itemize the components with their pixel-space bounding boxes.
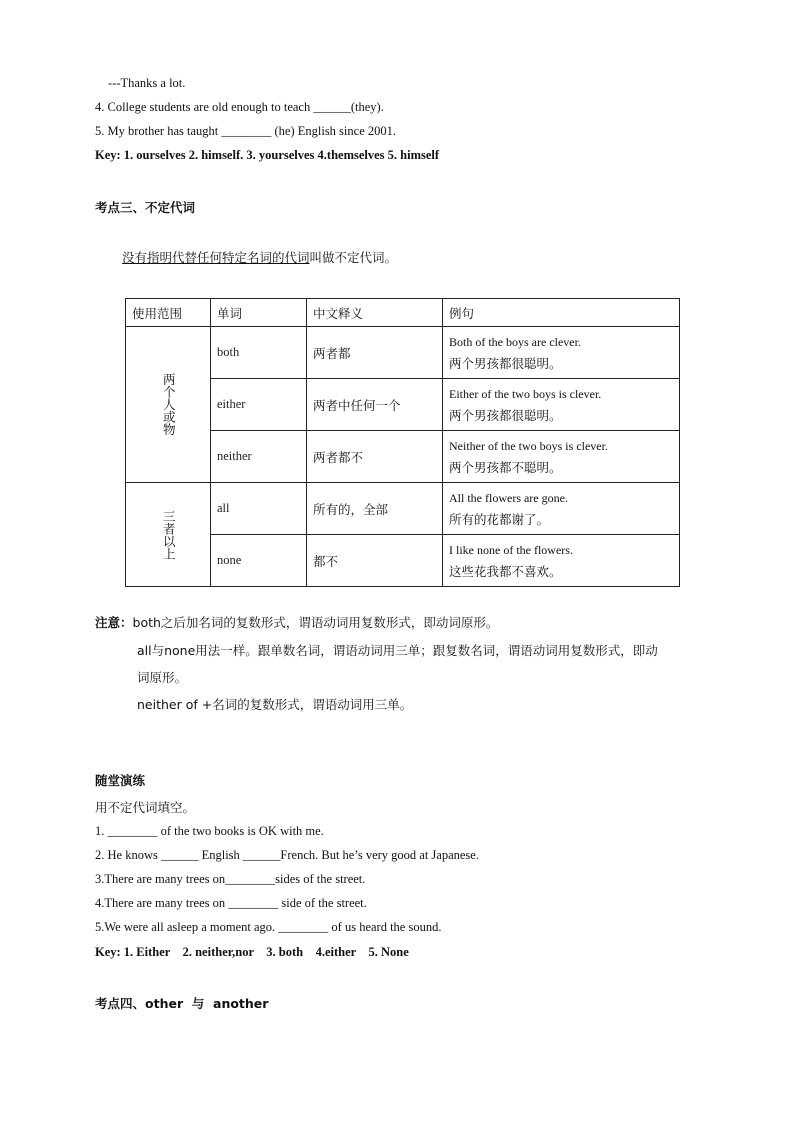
practice-item-2: 2. He knows ______ English ______French. But he’s very good at Japanese.: [95, 848, 479, 862]
example-en: Both of the boys are clever.: [449, 334, 581, 349]
section-title-3: 考点三、不定代词: [95, 200, 196, 215]
note-line-3: neither of +名词的复数形式，谓语动词用三单。: [137, 697, 413, 712]
example-cell: [443, 431, 680, 483]
answer-key-2: Key: 1. Either 2. neither,nor 3. both 4.either 5. None: [95, 945, 409, 959]
practice-item-3: 3.There are many trees on________sides of the street.: [95, 872, 366, 886]
table-header-row: [126, 299, 680, 327]
word-cell: both: [211, 327, 307, 379]
exercise-item-5: 5. My brother has taught ________ (he) English since 2001.: [95, 124, 396, 138]
example-en: Either of the two boys is clever.: [449, 386, 602, 401]
exercise-item-4: 4. College students are old enough to teach ______(they).: [95, 100, 384, 114]
word-cell: neither: [211, 431, 307, 483]
dialog-line: ---Thanks a lot.: [108, 76, 186, 90]
practice-item-5: 5.We were all asleep a moment ago. ________ of us heard the sound.: [95, 920, 442, 934]
table-row: [126, 327, 680, 379]
example-cell: [443, 379, 680, 431]
example-en: All the flowers are gone.: [449, 490, 568, 505]
scope-three: 三者以上: [161, 509, 177, 560]
meaning-cell: 两者中任何一个: [307, 379, 443, 431]
meaning-cell: 两者都不: [307, 431, 443, 483]
example-zh: 两个男孩都很聪明。: [449, 355, 562, 371]
header-meaning: 中文释义: [307, 299, 443, 327]
note-text-1: both之后加名词的复数形式，谓语动词用复数形式，即动词原形。: [132, 615, 499, 630]
definition: [122, 248, 397, 266]
section-title-4: 考点四、other 与 another: [95, 996, 269, 1011]
practice-item-1: 1. ________ of the two books is OK with me.: [95, 824, 324, 838]
indefinite-pronoun-table: [125, 298, 680, 587]
header-word: 单词: [211, 299, 307, 327]
meaning-cell: 两者都: [307, 327, 443, 379]
example-zh: 这些花我都不喜欢。: [449, 563, 562, 579]
note-line-1: [95, 613, 498, 631]
note-line-2-cont: 词原形。: [137, 670, 188, 685]
definition-underlined: 没有指明代替任何特定名词的代词: [122, 250, 310, 265]
answer-key-1: Key: 1. ourselves 2. himself. 3. yourselves 4.themselves 5. himself: [95, 148, 440, 162]
word-cell: all: [211, 483, 307, 535]
example-zh: 两个男孩都不聪明。: [449, 459, 562, 475]
meaning-cell: 都不: [307, 535, 443, 587]
table-row: [126, 483, 680, 535]
example-zh: 两个男孩都很聪明。: [449, 407, 562, 423]
example-en: I like none of the flowers.: [449, 542, 573, 557]
practice-item-4: 4.There are many trees on ________ side of the street.: [95, 896, 367, 910]
example-en: Neither of the two boys is clever.: [449, 438, 608, 453]
example-cell: [443, 327, 680, 379]
meaning-cell: 所有的，全部: [307, 483, 443, 535]
scope-two: 两个人或物: [161, 373, 177, 436]
word-cell: none: [211, 535, 307, 587]
note-label: 注意：: [95, 615, 133, 630]
definition-rest: 叫做不定代词。: [309, 250, 398, 265]
practice-instruction: 用不定代词填空。: [95, 800, 196, 815]
example-cell: [443, 535, 680, 587]
scope-cell: [126, 327, 211, 483]
word-cell: either: [211, 379, 307, 431]
example-zh: 所有的花都谢了。: [449, 511, 550, 527]
note-line-2: all与none用法一样。跟单数名词，谓语动词用三单；跟复数名词，谓语动词用复数形式，即动: [137, 643, 658, 658]
header-example: 例句: [443, 299, 680, 327]
header-scope: 使用范围: [126, 299, 211, 327]
scope-cell: [126, 483, 211, 587]
example-cell: [443, 483, 680, 535]
practice-title: 随堂演练: [95, 773, 146, 788]
